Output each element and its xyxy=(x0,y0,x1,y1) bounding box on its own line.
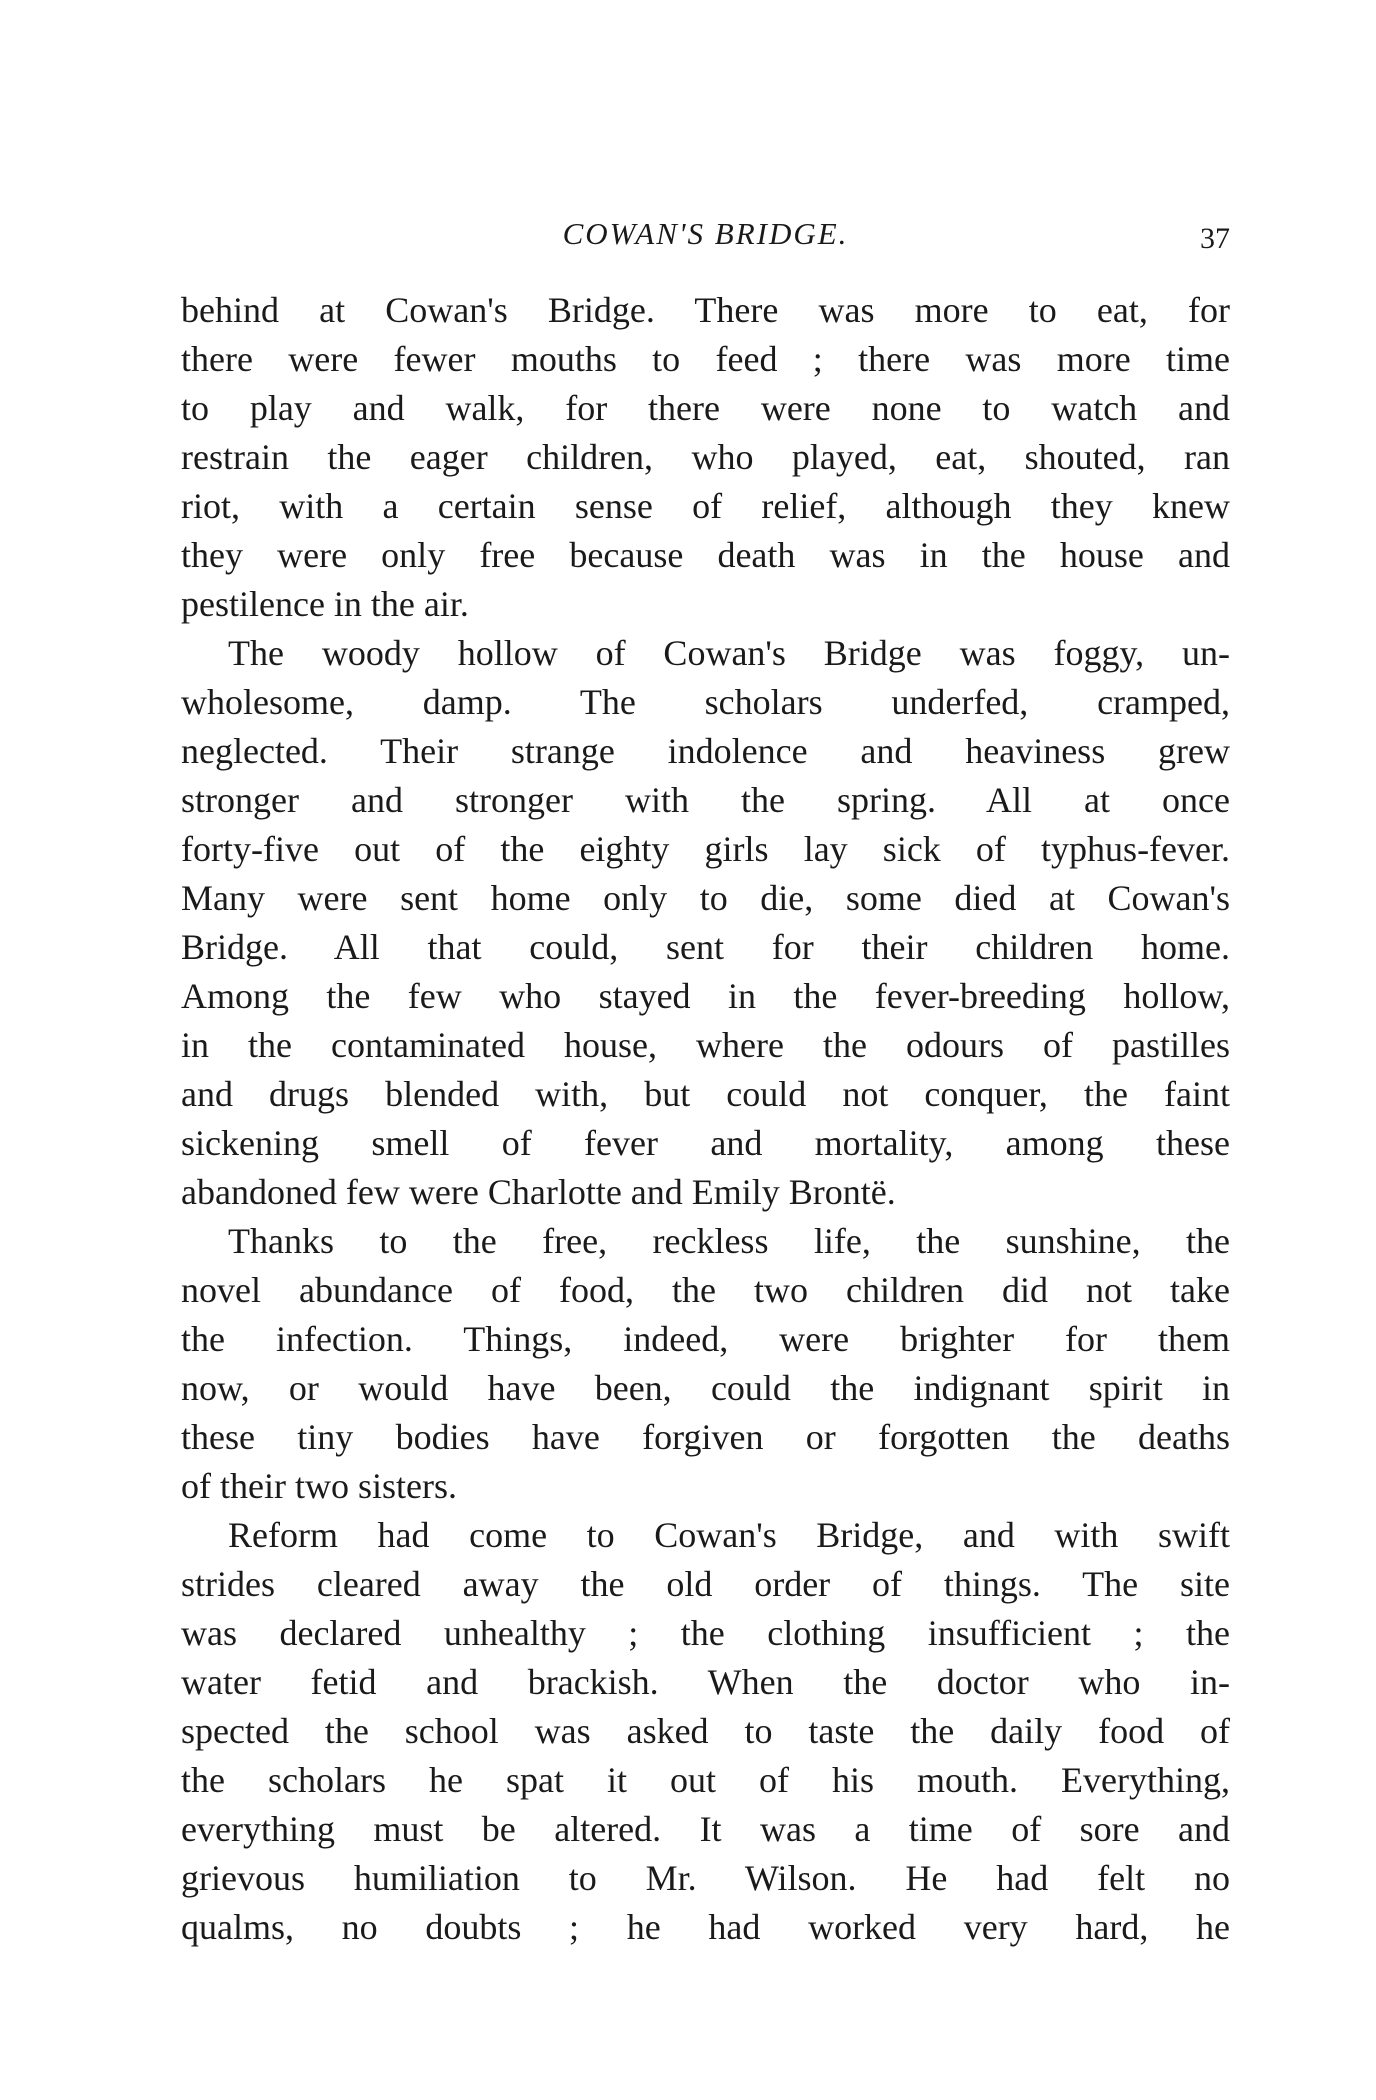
text-line: riot, with a certain sense of relief, although they knew xyxy=(181,486,1230,526)
text-line: neglected. Their strange indolence and heaviness grew xyxy=(181,731,1230,771)
text-line: now, or would have been, could the indignant spirit in xyxy=(181,1368,1230,1408)
text-line: spected the school was asked to taste the daily food of xyxy=(181,1711,1230,1751)
text-line: the infection. Things, indeed, were brighter for them xyxy=(181,1319,1230,1359)
text-line: restrain the eager children, who played, eat, shouted, ran xyxy=(181,437,1230,477)
text-line: everything must be altered. It was a time of sore and xyxy=(181,1809,1230,1849)
text-line: wholesome, damp. The scholars underfed, cramped, xyxy=(181,682,1230,722)
page-number: 37 xyxy=(1200,222,1230,255)
text-line: to play and walk, for there were none to watch and xyxy=(181,388,1230,428)
page-header xyxy=(181,216,1230,266)
paragraph xyxy=(181,1217,1230,1511)
text-line: the scholars he spat it out of his mouth. Everything, xyxy=(181,1760,1230,1800)
text-line: sickening smell of fever and mortality, among these xyxy=(181,1123,1230,1163)
text-line: Among the few who stayed in the fever-breeding hollow, xyxy=(181,976,1230,1016)
text-line: Thanks to the free, reckless life, the sunshine, the xyxy=(228,1221,1230,1261)
text-line: Reform had come to Cowan's Bridge, and with swift xyxy=(228,1515,1230,1555)
text-line: strides cleared away the old order of things. The site xyxy=(181,1564,1230,1604)
body-text xyxy=(181,286,1230,1952)
text-line: these tiny bodies have forgiven or forgotten the deaths xyxy=(181,1417,1230,1457)
text-line: Bridge. All that could, sent for their children home. xyxy=(181,927,1230,967)
text-line: stronger and stronger with the spring. All at once xyxy=(181,780,1230,820)
text-line: in the contaminated house, where the odours of pastilles xyxy=(181,1025,1230,1065)
text-line: and drugs blended with, but could not conquer, the faint xyxy=(181,1074,1230,1114)
running-title: COWAN'S BRIDGE. xyxy=(562,216,849,251)
text-line: there were fewer mouths to feed ; there was more time xyxy=(181,339,1230,379)
text-line: Many were sent home only to die, some died at Cowan's xyxy=(181,878,1230,918)
text-line: novel abundance of food, the two children did not take xyxy=(181,1270,1230,1310)
paragraph xyxy=(181,629,1230,1217)
paragraph xyxy=(181,286,1230,629)
text-line: of their two sisters. xyxy=(181,1466,457,1506)
text-line: The woody hollow of Cowan's Bridge was foggy, un- xyxy=(228,633,1230,673)
text-line: they were only free because death was in the house and xyxy=(181,535,1230,575)
text-line: was declared unhealthy ; the clothing insufficient ; the xyxy=(181,1613,1230,1653)
text-line: forty-five out of the eighty girls lay sick of typhus-fever. xyxy=(181,829,1230,869)
text-line: qualms, no doubts ; he had worked very hard, he xyxy=(181,1907,1230,1947)
text-line: pestilence in the air. xyxy=(181,584,469,624)
text-line: grievous humiliation to Mr. Wilson. He had felt no xyxy=(181,1858,1230,1898)
text-line: abandoned few were Charlotte and Emily Brontë. xyxy=(181,1172,896,1212)
text-line: water fetid and brackish. When the doctor who in- xyxy=(181,1662,1230,1702)
text-line: behind at Cowan's Bridge. There was more to eat, for xyxy=(181,290,1230,330)
paragraph xyxy=(181,1511,1230,1952)
